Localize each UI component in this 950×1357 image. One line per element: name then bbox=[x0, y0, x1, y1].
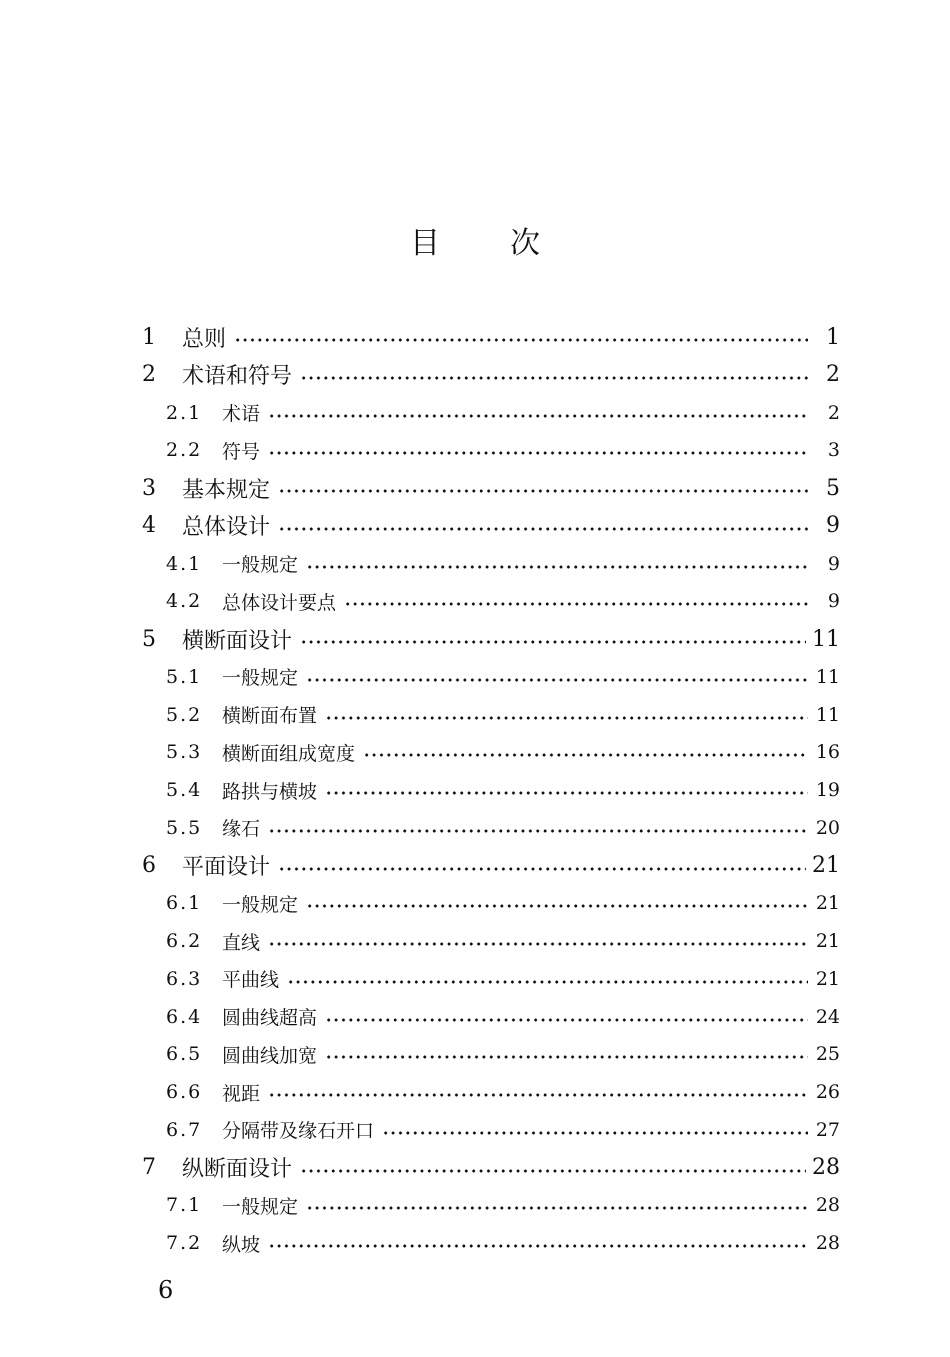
footer-page-number: 6 bbox=[158, 1276, 174, 1304]
toc-entry-label: 横断面布置 bbox=[222, 705, 318, 727]
toc-entry[interactable] bbox=[166, 545, 840, 583]
toc-entry-number: 6 bbox=[142, 853, 156, 878]
toc-entry-number: 6.6 bbox=[166, 1081, 203, 1103]
toc-entry-page: 28 bbox=[815, 1194, 840, 1217]
toc-entry-number: 6.5 bbox=[166, 1043, 203, 1066]
toc-entry-page: 26 bbox=[815, 1081, 840, 1103]
toc-entry[interactable] bbox=[142, 318, 840, 356]
toc-entry-page: 2 bbox=[826, 362, 840, 388]
toc-entry-label: 总体设计要点 bbox=[222, 591, 337, 614]
dot-leader bbox=[325, 791, 808, 795]
toc-entry-number: 5 bbox=[142, 626, 156, 652]
toc-entry[interactable] bbox=[142, 356, 840, 394]
toc-entry-number: 5.3 bbox=[166, 741, 203, 764]
toc-entry-page: 11 bbox=[815, 703, 840, 726]
toc-entry-page: 21 bbox=[815, 967, 840, 990]
toc-entry[interactable] bbox=[166, 733, 840, 771]
dot-leader bbox=[268, 1093, 808, 1097]
dot-leader bbox=[268, 829, 808, 833]
toc-entry-label: 平面设计 bbox=[182, 855, 271, 880]
toc-entry-number: 2 bbox=[142, 362, 156, 388]
toc-entry[interactable] bbox=[166, 1073, 840, 1111]
toc-entry-label: 视距 bbox=[222, 1082, 261, 1105]
toc-entry[interactable] bbox=[142, 507, 840, 545]
toc-entry-page: 16 bbox=[815, 741, 840, 764]
dot-leader bbox=[306, 1206, 808, 1210]
toc-entry[interactable] bbox=[142, 620, 840, 658]
toc-entry-label: 圆曲线加宽 bbox=[222, 1044, 318, 1067]
page-title bbox=[0, 222, 950, 266]
toc-entry[interactable] bbox=[166, 771, 840, 809]
toc-entry-number: 6.7 bbox=[166, 1118, 203, 1141]
toc-entry-number: 1 bbox=[142, 324, 156, 350]
toc-entry-number: 5.2 bbox=[166, 703, 203, 726]
dot-leader bbox=[325, 1018, 808, 1022]
toc-entry[interactable] bbox=[166, 960, 840, 998]
toc-entry-number: 5.5 bbox=[166, 816, 203, 839]
toc-entry-label: 分隔带及缘石开口 bbox=[222, 1120, 375, 1143]
dot-leader bbox=[278, 867, 806, 871]
toc-entry[interactable] bbox=[142, 1149, 840, 1187]
toc-entry-page: 9 bbox=[827, 552, 840, 575]
toc-entry-label: 一般规定 bbox=[222, 667, 299, 690]
toc-entry-label: 缘石 bbox=[222, 818, 261, 841]
toc-entry-page: 21 bbox=[812, 853, 840, 878]
toc-entry[interactable] bbox=[166, 809, 840, 847]
title-char-2: 次 bbox=[510, 226, 540, 261]
toc-entry[interactable] bbox=[166, 1111, 840, 1149]
toc-entry-page: 21 bbox=[815, 930, 840, 952]
title-char-1: 目 bbox=[410, 226, 440, 261]
toc-entry-label: 基本规定 bbox=[182, 477, 271, 503]
toc-entry-label: 纵坡 bbox=[222, 1233, 261, 1256]
toc-entry-number: 7.1 bbox=[166, 1194, 203, 1217]
dot-leader bbox=[234, 338, 808, 342]
toc-entry-label: 一般规定 bbox=[222, 554, 299, 576]
toc-entry-label: 一般规定 bbox=[222, 1195, 299, 1218]
toc-entry[interactable] bbox=[166, 582, 840, 620]
toc-entry-page: 24 bbox=[815, 1005, 840, 1028]
toc-entry-page: 3 bbox=[827, 439, 840, 462]
dot-leader bbox=[300, 376, 808, 380]
dot-leader bbox=[325, 716, 808, 720]
toc-entry-number: 2.1 bbox=[166, 401, 203, 424]
dot-leader bbox=[268, 414, 808, 418]
dot-leader bbox=[306, 678, 808, 682]
toc-entry[interactable] bbox=[166, 884, 840, 922]
toc-entry-label: 平曲线 bbox=[222, 969, 280, 992]
toc-entry-label: 术语和符号 bbox=[182, 364, 293, 390]
toc-entry-number: 3 bbox=[142, 475, 156, 501]
dot-leader bbox=[268, 1244, 808, 1248]
dot-leader bbox=[278, 527, 808, 531]
toc-entry-page: 1 bbox=[826, 324, 840, 350]
toc-entry-label: 横断面组成宽度 bbox=[222, 742, 356, 765]
toc-entry-number: 4.1 bbox=[166, 552, 203, 575]
toc-entry-page: 2 bbox=[827, 401, 840, 424]
dot-leader bbox=[287, 980, 808, 984]
toc-entry[interactable] bbox=[166, 998, 840, 1036]
toc-entry-number: 7.2 bbox=[166, 1232, 203, 1254]
toc-entry-page: 27 bbox=[815, 1118, 840, 1141]
toc-entry[interactable] bbox=[166, 394, 840, 432]
toc-entry[interactable] bbox=[142, 847, 840, 885]
toc-entry-page: 9 bbox=[826, 513, 840, 539]
toc-entry-label: 纵断面设计 bbox=[182, 1157, 293, 1182]
dot-leader bbox=[344, 602, 808, 606]
toc-entry-number: 6.1 bbox=[166, 892, 203, 915]
toc-entry-page: 19 bbox=[815, 779, 840, 801]
toc-entry-page: 5 bbox=[826, 475, 840, 501]
toc-entry-page: 11 bbox=[812, 626, 840, 652]
toc-entry-number: 4.2 bbox=[166, 590, 203, 613]
toc-entry[interactable] bbox=[166, 1224, 840, 1262]
toc-entry-label: 圆曲线超高 bbox=[222, 1007, 318, 1029]
toc-entry-label: 路拱与横坡 bbox=[222, 780, 318, 803]
toc-entry-page: 21 bbox=[815, 892, 840, 915]
toc-entry[interactable] bbox=[166, 1035, 840, 1073]
toc-entry[interactable] bbox=[166, 922, 840, 960]
toc-entry[interactable] bbox=[166, 658, 840, 696]
toc-entry-number: 6.3 bbox=[166, 967, 203, 990]
toc-entry-label: 直线 bbox=[222, 931, 261, 954]
toc-entry-label: 一般规定 bbox=[222, 893, 299, 916]
toc-entry-page: 11 bbox=[815, 665, 840, 688]
toc-entry-page: 20 bbox=[815, 816, 840, 839]
toc-entry-label: 横断面设计 bbox=[182, 628, 293, 654]
toc-entry[interactable] bbox=[142, 469, 840, 507]
dot-leader bbox=[306, 565, 808, 569]
dot-leader bbox=[268, 451, 808, 455]
toc-entry[interactable] bbox=[166, 1186, 840, 1224]
dot-leader bbox=[363, 753, 808, 757]
toc-entry-label: 术语 bbox=[222, 403, 261, 425]
dot-leader bbox=[306, 904, 808, 908]
dot-leader bbox=[325, 1055, 808, 1059]
toc-entry-page: 28 bbox=[815, 1232, 840, 1254]
toc-entry-label: 符号 bbox=[222, 440, 261, 463]
toc-entry-label: 总体设计 bbox=[182, 515, 271, 541]
dot-leader bbox=[278, 489, 808, 493]
toc-entry-page: 9 bbox=[827, 590, 840, 613]
toc-entry-number: 2.2 bbox=[166, 439, 203, 462]
toc-entry-number: 4 bbox=[142, 513, 156, 539]
toc-entry-number: 6.2 bbox=[166, 930, 203, 952]
toc-entry-label: 总则 bbox=[182, 326, 227, 352]
toc-entry-number: 6.4 bbox=[166, 1005, 203, 1028]
dot-leader bbox=[268, 942, 808, 946]
dot-leader bbox=[382, 1131, 808, 1135]
toc-entry-number: 5.1 bbox=[166, 665, 203, 688]
toc-entry-number: 5.4 bbox=[166, 779, 203, 801]
dot-leader bbox=[300, 1169, 806, 1173]
toc-entry-page: 25 bbox=[815, 1043, 840, 1066]
dot-leader bbox=[300, 640, 806, 644]
toc-entry[interactable] bbox=[166, 696, 840, 734]
toc-entry[interactable] bbox=[166, 431, 840, 469]
toc-entry-page: 28 bbox=[812, 1155, 840, 1180]
toc-entry-number: 7 bbox=[142, 1155, 156, 1180]
